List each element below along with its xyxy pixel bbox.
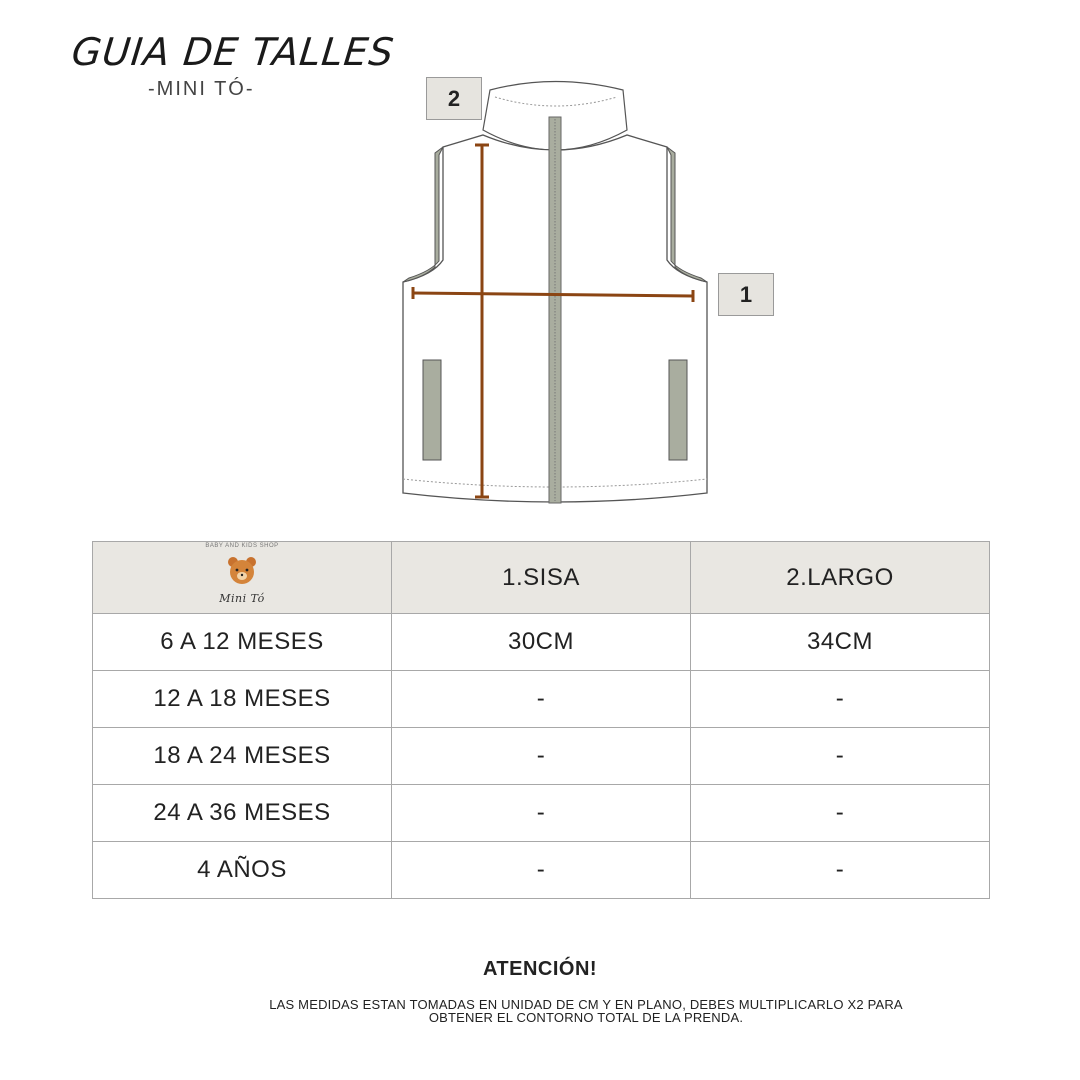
- logo-cell: [93, 542, 392, 614]
- size-cell: 18 A 24 MESES: [93, 728, 392, 785]
- sisa-cell: 30CM: [392, 614, 691, 671]
- table-row: [93, 671, 990, 728]
- brand-logo: [202, 543, 282, 605]
- sisa-cell: -: [392, 842, 691, 899]
- note-line-2: OBTENER EL CONTORNO TOTAL DE LA PRENDA.: [428, 1010, 744, 1025]
- page-title: GUIA DE TALLES: [69, 30, 397, 74]
- largo-cell: -: [691, 728, 990, 785]
- size-cell: 12 A 18 MESES: [93, 671, 392, 728]
- measurement-note: [220, 998, 952, 1024]
- size-cell: 4 AÑOS: [93, 842, 392, 899]
- logo-brand: Mini Tó: [219, 592, 265, 605]
- vest-diagram: [395, 75, 715, 515]
- logo-tagline: BABY AND KIDS SHOP: [205, 543, 279, 549]
- column-header-largo: 2.LARGO: [691, 542, 990, 614]
- table-row: [93, 728, 990, 785]
- sisa-cell: -: [392, 728, 691, 785]
- page-subtitle: -MINI TÓ-: [148, 78, 255, 100]
- sisa-cell: -: [392, 785, 691, 842]
- vest-zipper: [549, 117, 561, 503]
- marker-largo: 2: [426, 77, 482, 120]
- right-pocket: [669, 360, 687, 460]
- attention-heading: ATENCIÓN!: [482, 958, 598, 980]
- table-header-row: [93, 542, 990, 614]
- size-cell: 24 A 36 MESES: [93, 785, 392, 842]
- note-line-1: LAS MEDIDAS ESTAN TOMADAS EN UNIDAD DE CM Y EN PLANO, DEBES MULTIPLICARLO X2 PARA: [269, 997, 903, 1012]
- left-armhole-trim: [403, 147, 443, 282]
- marker-sisa: 1: [718, 273, 774, 316]
- largo-cell: -: [691, 842, 990, 899]
- left-pocket: [423, 360, 441, 460]
- largo-cell: -: [691, 785, 990, 842]
- table-row: [93, 614, 990, 671]
- column-header-sisa: 1.SISA: [392, 542, 691, 614]
- largo-cell: -: [691, 671, 990, 728]
- table-row: [93, 785, 990, 842]
- size-cell: 6 A 12 MESES: [93, 614, 392, 671]
- largo-cell: 34CM: [691, 614, 990, 671]
- table-row: [93, 842, 990, 899]
- bear-face-icon: [225, 555, 259, 585]
- sisa-cell: -: [392, 671, 691, 728]
- size-table: [92, 541, 990, 899]
- right-armhole-trim: [667, 147, 707, 282]
